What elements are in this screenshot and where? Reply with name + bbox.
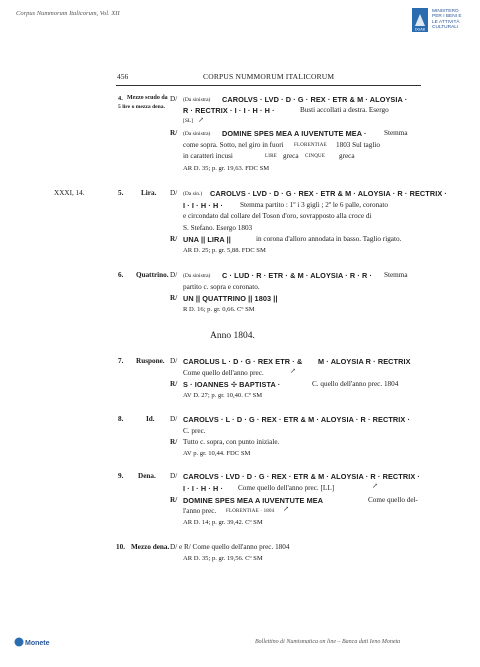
direction: (Da sinistra) (183, 273, 211, 279)
description: Tutto c. sopra, con punto iniziale. (183, 438, 280, 446)
description: 1803 Sul taglio (336, 141, 380, 149)
coin-metadata: AR D. 35; p. gr. 19,63. FDC SM (183, 165, 270, 172)
direction: (Da sinistra) (183, 97, 211, 103)
entry-name: Mezzo scudo da (127, 95, 168, 101)
inscription: LIRE (265, 154, 277, 159)
footer-credit: Bollettino di Numismatica on line – Banca dati Ieno Moneta (255, 639, 401, 645)
description: C. prec. (183, 427, 206, 435)
coin-metadata: AR D. 25; p. gr. 5,88. FDC SM (183, 247, 266, 254)
obverse-symbol: D/ (170, 415, 178, 423)
entry-number: 5. (118, 189, 124, 197)
ministry-logo (412, 8, 470, 38)
description: l'anno prec. (183, 507, 217, 515)
page-number: 456 (117, 72, 129, 81)
entry-name: Id. (146, 415, 155, 423)
coin-metadata: R D. 16; p. gr. 0,66. Cº SM (183, 306, 255, 313)
logo-line: LE ATTIVITÀ (432, 19, 460, 25)
obverse-symbol: D/ (170, 472, 178, 480)
description: greca (283, 152, 299, 160)
description: Stemma (384, 271, 408, 279)
entry-number: 7. (118, 357, 124, 365)
entry-number: 8. (118, 415, 124, 423)
arrow-icon: ↗ (198, 116, 204, 124)
description: Stemma partito : 1º i 3 gigli ; 2º le 6 palle, coronato (240, 201, 388, 209)
svg-text:Monete: Monete (25, 640, 50, 647)
reverse-symbol: R/ (170, 380, 178, 388)
direction: (Da sinistra) (183, 131, 211, 137)
logo-line: CULTURALI (432, 25, 459, 31)
description: partito c. sopra e coronato. (183, 283, 260, 291)
arrow-icon: ↗ (372, 482, 378, 490)
entry-name: 5 lire o mezza dena. (118, 104, 165, 110)
reverse-symbol: R/ (170, 129, 178, 137)
coin-metadata: AV D. 27; p. gr. 10,40. Cº SM (183, 392, 263, 399)
legend: R · RECTRIX · I · I · H · H · (183, 106, 275, 115)
entry-name: Ruspone. (136, 357, 165, 365)
ministry-logo-icon (412, 8, 428, 32)
description: Stemma (384, 129, 408, 137)
description: come sopra. Sotto, nel giro in fuori (183, 141, 284, 149)
reverse-symbol: R/ (170, 294, 178, 302)
obverse-symbol: D/ (170, 189, 178, 197)
inscription: FLORENTIAE (294, 143, 327, 148)
entry-number: 10. (116, 543, 125, 551)
logo-line: PER I BENI E (432, 14, 462, 20)
description: greca (339, 152, 355, 160)
reverse-symbol: R/ (170, 496, 178, 504)
description: C. quello dell'anno prec. 1804 (312, 380, 399, 388)
description: Busti accollati a destra. Esergo (300, 106, 389, 114)
plate-reference: XXXI, 14. (54, 189, 85, 197)
coin-metadata: AR D. 35; p. gr. 19,56. Cº SM (183, 555, 263, 562)
legend: DOMINE SPES MEA A IUVENTUTE MEA · (222, 129, 367, 138)
description: Come quello dell'anno prec. (183, 369, 264, 377)
legend: I · I · H · H · (183, 201, 224, 210)
legend: CAROLVS · LVD · D · G · REX · ETR & M · ALOYSIA · R · RECTRIX · (210, 189, 447, 198)
obverse-symbol: D/ (170, 95, 178, 103)
coin-metadata: AR D. 14; p. gr. 39,42. Cº SM (183, 519, 263, 526)
svg-text:DGAB: DGAB (415, 27, 425, 32)
inscription: CINQUE (305, 154, 326, 159)
description: Come quello dell'anno prec. [LL] (238, 484, 335, 492)
reverse-symbol: R/ (170, 235, 178, 243)
monete-logo (14, 635, 52, 647)
entry-number: 9. (118, 472, 124, 480)
description: Come quello del- (368, 496, 418, 504)
section-title: Anno 1804. (210, 331, 255, 341)
description: in caratteri incusi (183, 152, 233, 160)
legend: CAROLVS · L · D · G · REX · ETR & M · ALOYSIA · R · RECTRIX · (183, 415, 411, 424)
description: D/ e R/ Come quello dell'anno prec. 1804 (170, 543, 290, 551)
logo-line: MINISTERO (432, 9, 459, 14)
legend: UNA || LIRA || (183, 235, 231, 244)
obverse-symbol: D/ (170, 271, 178, 279)
legend: DOMINE SPES MEA A IUVENTUTE MEA (183, 496, 324, 505)
coin-metadata: AV p. gr. 10,44. FDC SM (183, 450, 251, 457)
legend: S · IOANNES ✣ BAPTISTA · (183, 380, 281, 389)
legend: C · LUD · R · ETR · & M · ALOYSIA · R · R · (222, 271, 373, 280)
legend: CAROLUS L · D · G · REX ETR · & (183, 357, 303, 366)
legend: I · I · H · H · (183, 484, 224, 493)
description: e circondato dal collare del Toson d'oro, sovrapposto alla croce di (183, 212, 372, 220)
description: S. Stefano. Esergo 1803 (183, 224, 253, 232)
exergue: [SL] (183, 118, 194, 124)
inscription: FLORENTIAE · 1804 (226, 509, 275, 514)
reverse-symbol: R/ (170, 438, 178, 446)
entry-name: Dena. (138, 472, 156, 480)
legend: UN || QUATTRINO || 1803 || (183, 294, 278, 303)
arrow-icon: ↗ (283, 505, 289, 513)
arrow-icon: ↗ (290, 367, 296, 375)
header-rule (116, 85, 421, 86)
description: in corona d'alloro annodata in basso. Taglio rigato. (256, 235, 402, 243)
direction: (Da sin.) (183, 191, 203, 197)
entry-name: Mezzo dena. (131, 543, 170, 551)
entry-number: 6. (118, 271, 124, 279)
journal-title: Corpus Nummorum Italicorum, Vol. XII (16, 10, 120, 17)
obverse-symbol: D/ (170, 357, 178, 365)
legend: CAROLVS · LVD · D · G · REX · ETR & M · ALOYSIA · (222, 95, 408, 104)
legend: M · ALOYSIA R · RECTRIX (318, 357, 411, 366)
entry-name: Quattrino. (136, 271, 169, 279)
legend: CAROLVS · LVD · D · G · REX · ETR & M · ALOYSIA · R · RECTRIX · (183, 472, 420, 481)
running-head: CORPUS NUMMORUM ITALICORUM (203, 72, 335, 81)
entry-number: 4. (118, 95, 123, 102)
entry-name: Lira. (141, 189, 157, 197)
